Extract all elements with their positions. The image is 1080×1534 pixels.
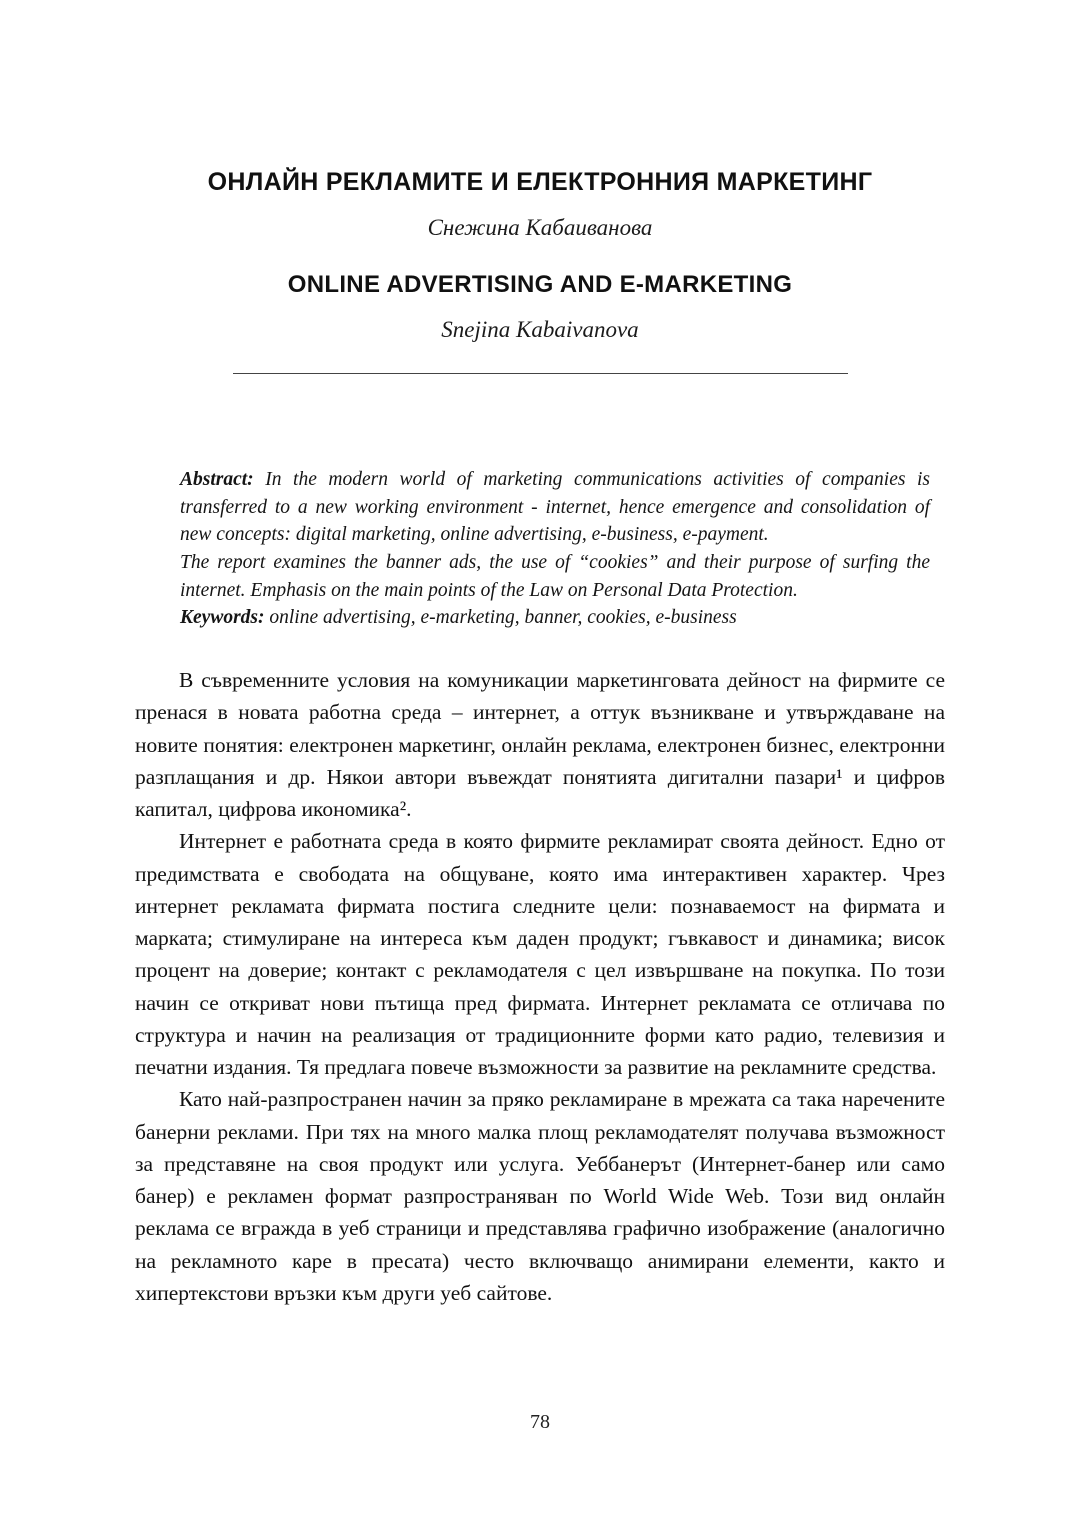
title-bulgarian: ОНЛАЙН РЕКЛАМИТЕ И ЕЛЕКТРОННИЯ МАРКЕТИНГ	[207, 168, 873, 196]
keywords-paragraph	[180, 604, 930, 632]
abstract-paragraph-2: The report examines the banner ads, the use of “cookies” and their purpose of surfing the internet. Emphasis on the main points of the Law on Personal Data Protection.	[180, 552, 930, 601]
paper-header	[135, 168, 945, 374]
body-paragraph: В съвременните условия на комуникации маркетинговата дейност на фирмите се пренася в новата работна среда – интернет, а оттук възникване и утвърждаване на новите понятия: електронен маркетинг, онлайн реклама, електронен бизнес, електронни разплащания и др. Някои автори въвеждат понятията дигитални пазари¹ и цифров капитал, цифрова икономика².	[135, 668, 945, 822]
header-divider	[233, 373, 848, 374]
abstract-paragraph-1	[180, 466, 930, 549]
author-english: Snejina Kabaivanova	[441, 317, 639, 342]
abstract-section	[180, 466, 930, 632]
keywords-label: Keywords:	[180, 607, 265, 629]
page-number: 78	[530, 1411, 550, 1433]
title-english: ONLINE ADVERTISING AND E-MARKETING	[287, 271, 793, 298]
keywords-text: online advertising, e-marketing, banner, cookies, e-business	[269, 607, 737, 629]
body-paragraph: Като най-разпространен начин за пряко рекламиране в мрежата са така наречените банерни реклами. При тях на много малка площ рекламодателят получава възможност за представяне на своя продукт или услуга. Уеббанерът (Интернет-банер или само банер) е рекламен формат разпространяван по World Wide Web. Този вид онлайн реклама се вгражда в уеб страници и представлява графично изображение (аналогично на рекламното каре в пресата) често включващо анимирани елементи, както и хипертекстови връзки към други уеб сайтове.	[135, 1087, 945, 1305]
article-body	[135, 664, 945, 1309]
abstract-label: Abstract:	[180, 469, 254, 490]
abstract-text-1: In the modern world of marketing communications activities of companies is transferred to a new working environment - internet, hence emergence and consolidation of new concepts: digital marketing, online advertising, e-business, e-payment.	[180, 469, 931, 546]
body-paragraph: Интернет е работната среда в която фирмите рекламират своята дейност. Едно от предимствата е свободата на общуване, която има интерактивен характер. Чрез интернет рекламата фирмата постига следните цели: познаваемост на фирмата и марката; стимулиране на интереса към даден продукт; гъвкавост и динамика; висок процент на доверие; контакт с рекламодателя с цел извършване на покупка. По този начин се откриват нови пътища пред фирмата. Интернет рекламата се отличава по структура и начин на реализация от традиционните форми като радио, телевизия и печатни издания. Тя предлага повече възможности за развитие на рекламните средства.	[135, 829, 945, 1080]
author-bulgarian: Снежина Кабаиванова	[427, 215, 653, 240]
